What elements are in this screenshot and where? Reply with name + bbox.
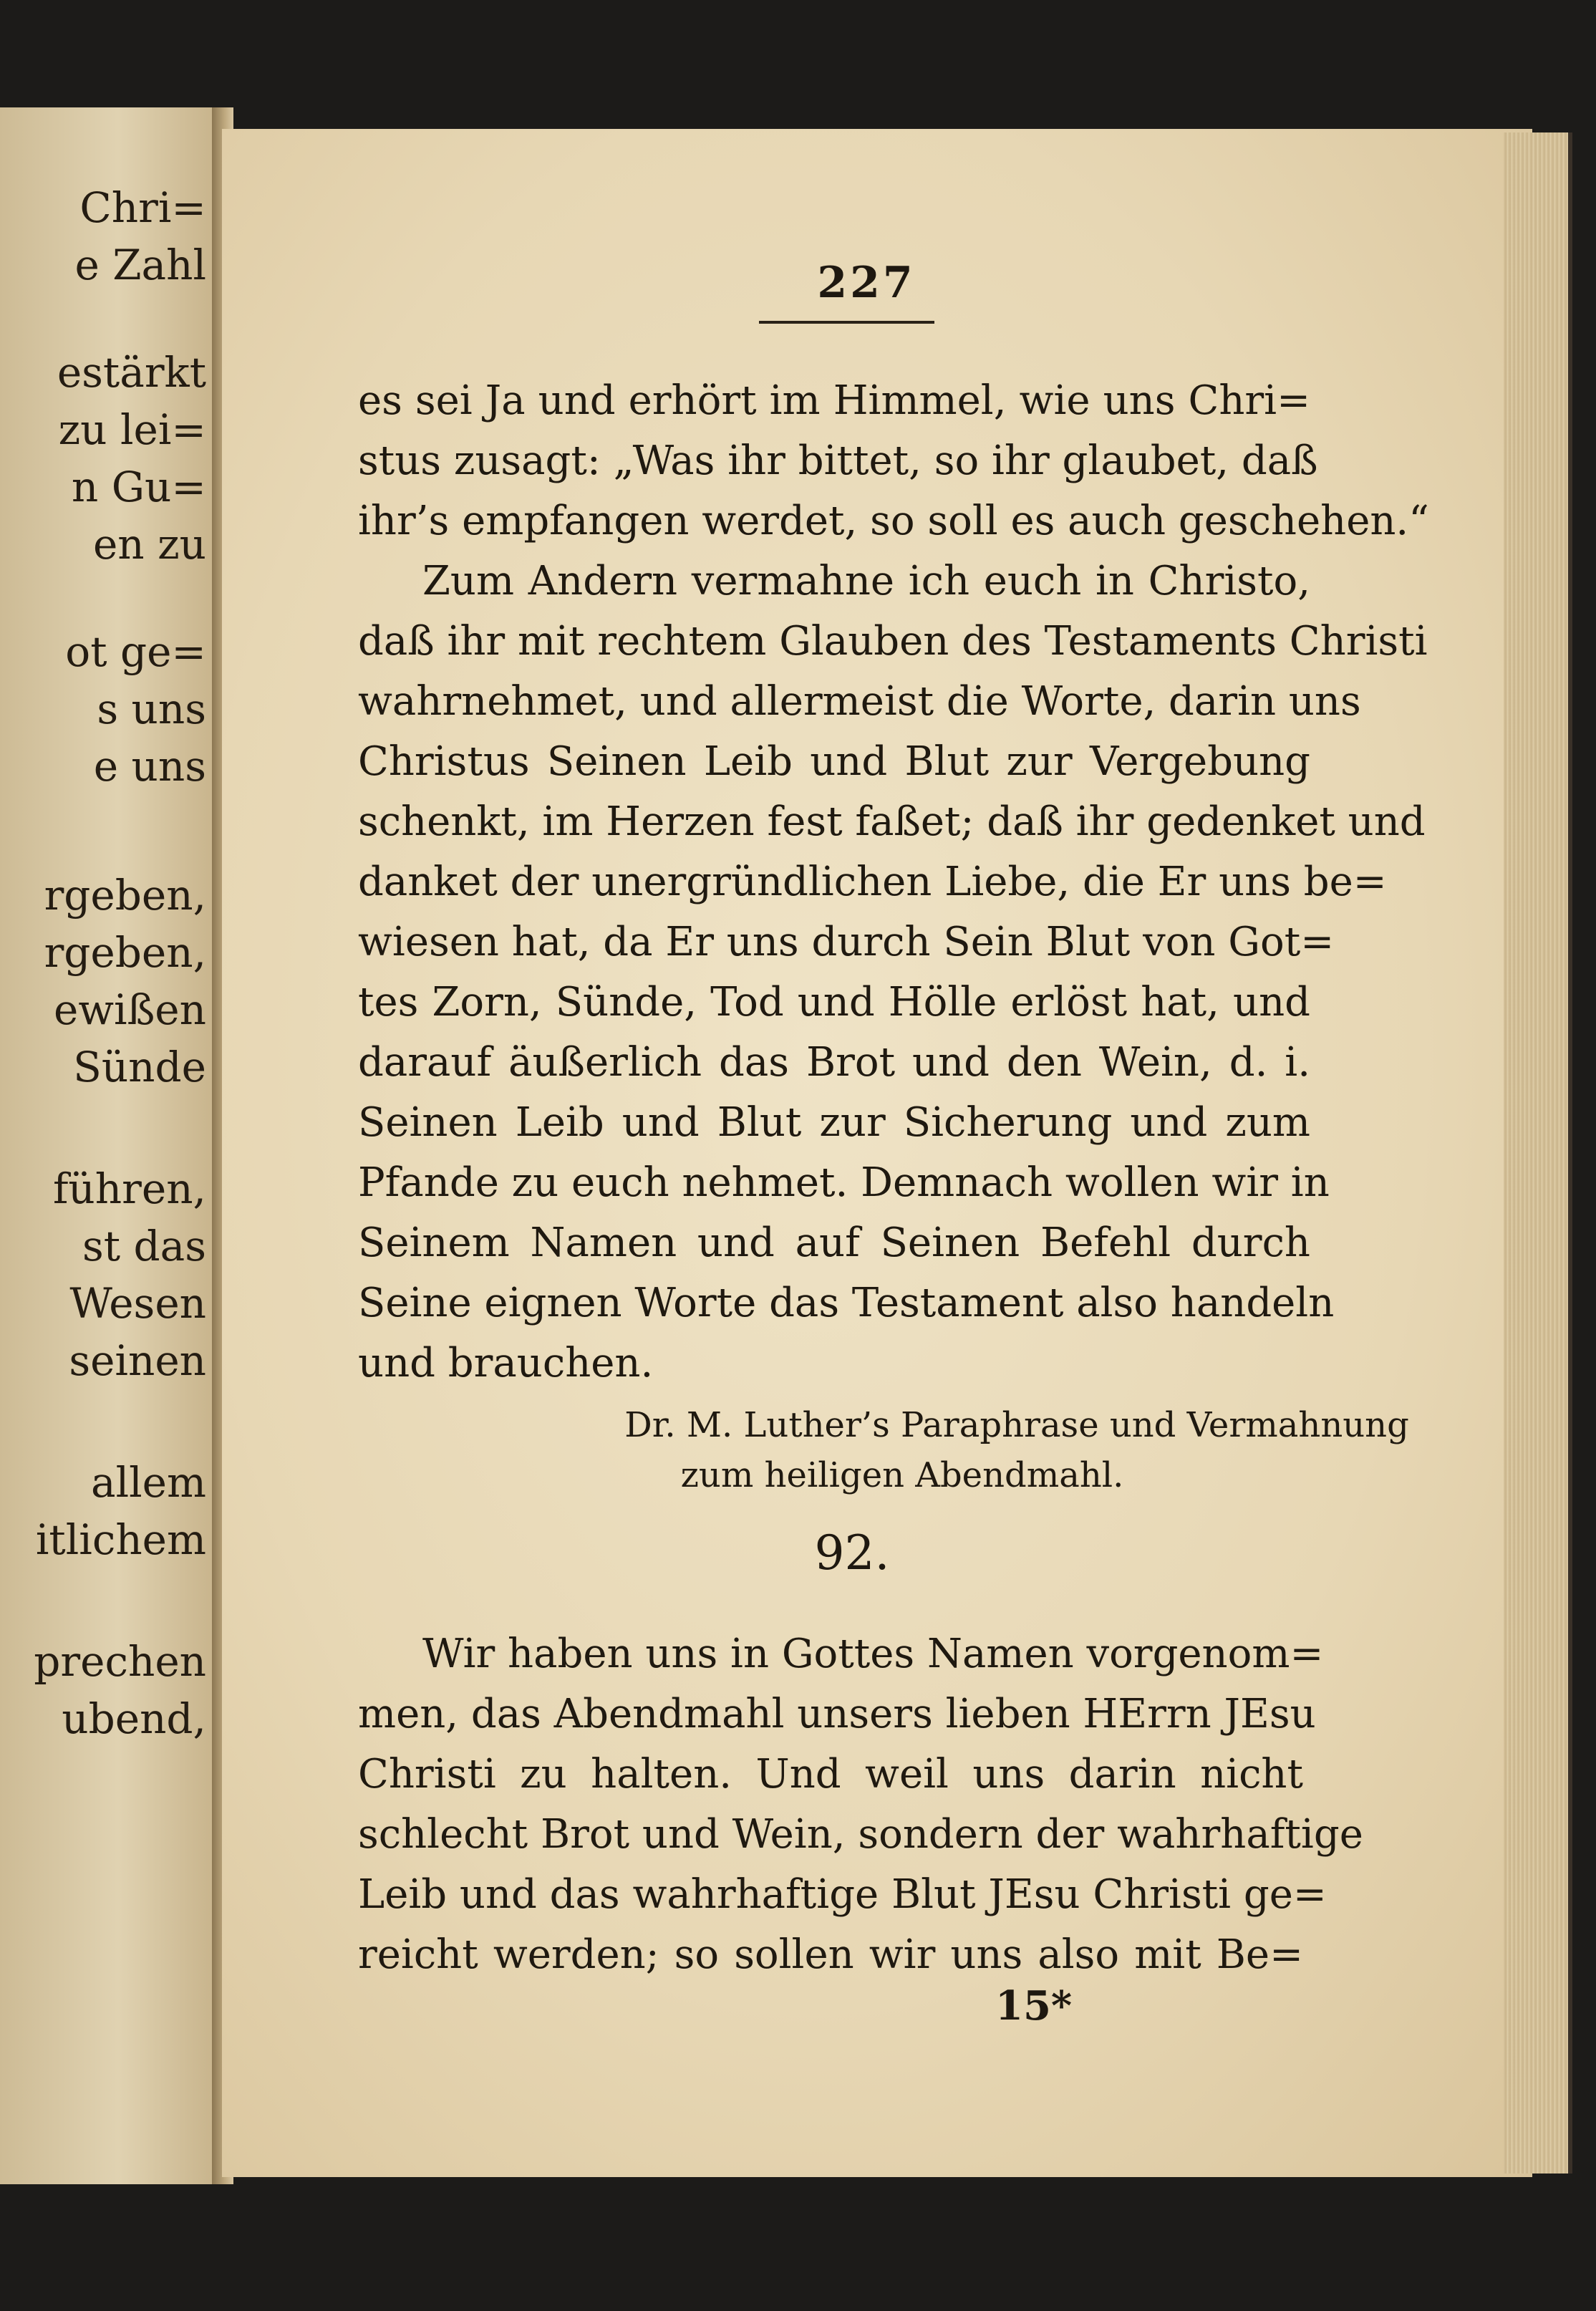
text-line: Zum Andern vermahne ich euch in Christo, bbox=[422, 558, 1310, 604]
text-line: Seine eignen Worte das Testament also handeln bbox=[358, 1280, 1335, 1326]
left-page-fragment: führen, bbox=[52, 1164, 206, 1213]
page-number-rule bbox=[759, 321, 934, 324]
text-line: Seinen Leib und Blut zur Sicherung und zum bbox=[358, 1099, 1310, 1146]
left-page-fragment: zu lei= bbox=[58, 405, 206, 454]
text-line: tes Zorn, Sünde, Tod und Hölle erlöst hat, und bbox=[358, 979, 1310, 1026]
left-page-fragment: Wesen bbox=[69, 1279, 206, 1328]
text-line: Christi zu halten. Und weil uns darin nicht bbox=[358, 1751, 1303, 1798]
left-page-fragment: Chri= bbox=[79, 183, 206, 232]
text-line: wahrnehmet, und allermeist die Worte, darin uns bbox=[358, 678, 1361, 725]
left-page-fragment: e uns bbox=[93, 742, 206, 791]
text-line: stus zusagt: „Was ihr bittet, so ihr glaubet, daß bbox=[358, 438, 1318, 484]
left-page-fragment: st das bbox=[82, 1222, 206, 1270]
signature-mark: 15* bbox=[995, 1982, 1073, 2030]
text-line: danket der unergründlichen Liebe, die Er uns be= bbox=[358, 859, 1387, 905]
left-page-fragment: ot ge= bbox=[65, 627, 206, 676]
text-line: Leib und das wahrhaftige Blut JEsu Christi ge= bbox=[358, 1871, 1327, 1918]
text-line: wiesen hat, da Er uns durch Sein Blut von Got= bbox=[358, 919, 1335, 965]
text-line: es sei Ja und erhört im Himmel, wie uns Chri= bbox=[358, 377, 1310, 424]
left-page-fragment: estärkt bbox=[57, 348, 206, 397]
hymn-number: 92. bbox=[814, 1525, 890, 1581]
text-line: Pfande zu euch nehmet. Demnach wollen wir in bbox=[358, 1159, 1330, 1206]
text-line: und brauchen. bbox=[358, 1340, 654, 1386]
left-page-fragment: allem bbox=[90, 1458, 206, 1507]
left-page-fragment: ewißen bbox=[54, 985, 206, 1034]
attribution-line: Dr. M. Luther’s Paraphrase und Vermahnung bbox=[624, 1405, 1409, 1445]
left-page-fragment: rgeben, bbox=[44, 871, 206, 920]
attribution-line: zum heiligen Abendmahl. bbox=[680, 1455, 1124, 1495]
left-page-fragment: en zu bbox=[92, 520, 206, 569]
text-line: Christus Seinen Leib und Blut zur Vergebung bbox=[358, 738, 1310, 785]
page-edges bbox=[1504, 132, 1572, 2174]
text-line: schenkt, im Herzen fest faßet; daß ihr gedenket und bbox=[358, 799, 1426, 845]
left-page-fragment: e Zahl bbox=[74, 241, 206, 289]
text-line: schlecht Brot und Wein, sondern der wahrhaftige bbox=[358, 1811, 1363, 1858]
left-page-fragment: ubend, bbox=[62, 1694, 206, 1743]
left-page-fragment: rgeben, bbox=[44, 928, 206, 977]
text-line: men, das Abendmahl unsers lieben HErrn JEsu bbox=[358, 1691, 1316, 1737]
left-page-fragment: Sünde bbox=[73, 1043, 206, 1091]
left-page-fragment: n Gu= bbox=[71, 463, 206, 511]
text-line: reicht werden; so sollen wir uns also mit Be= bbox=[358, 1931, 1303, 1978]
page-number: 227 bbox=[817, 258, 916, 308]
text-line: daß ihr mit rechtem Glauben des Testaments Christi bbox=[358, 618, 1428, 665]
left-page bbox=[0, 107, 215, 2184]
text-line: Wir haben uns in Gottes Namen vorgenom= bbox=[422, 1631, 1324, 1677]
left-page-fragment: itlichem bbox=[35, 1515, 206, 1564]
text-line: Seinem Namen und auf Seinen Befehl durch bbox=[358, 1220, 1310, 1266]
left-page-fragment: prechen bbox=[34, 1637, 206, 1686]
left-page-fragment: s uns bbox=[97, 685, 206, 733]
text-line: ihr’s empfangen werdet, so soll es auch geschehen.“ bbox=[358, 498, 1429, 544]
left-page-fragment: seinen bbox=[69, 1336, 206, 1385]
text-line: darauf äußerlich das Brot und den Wein, d. i. bbox=[358, 1039, 1310, 1086]
